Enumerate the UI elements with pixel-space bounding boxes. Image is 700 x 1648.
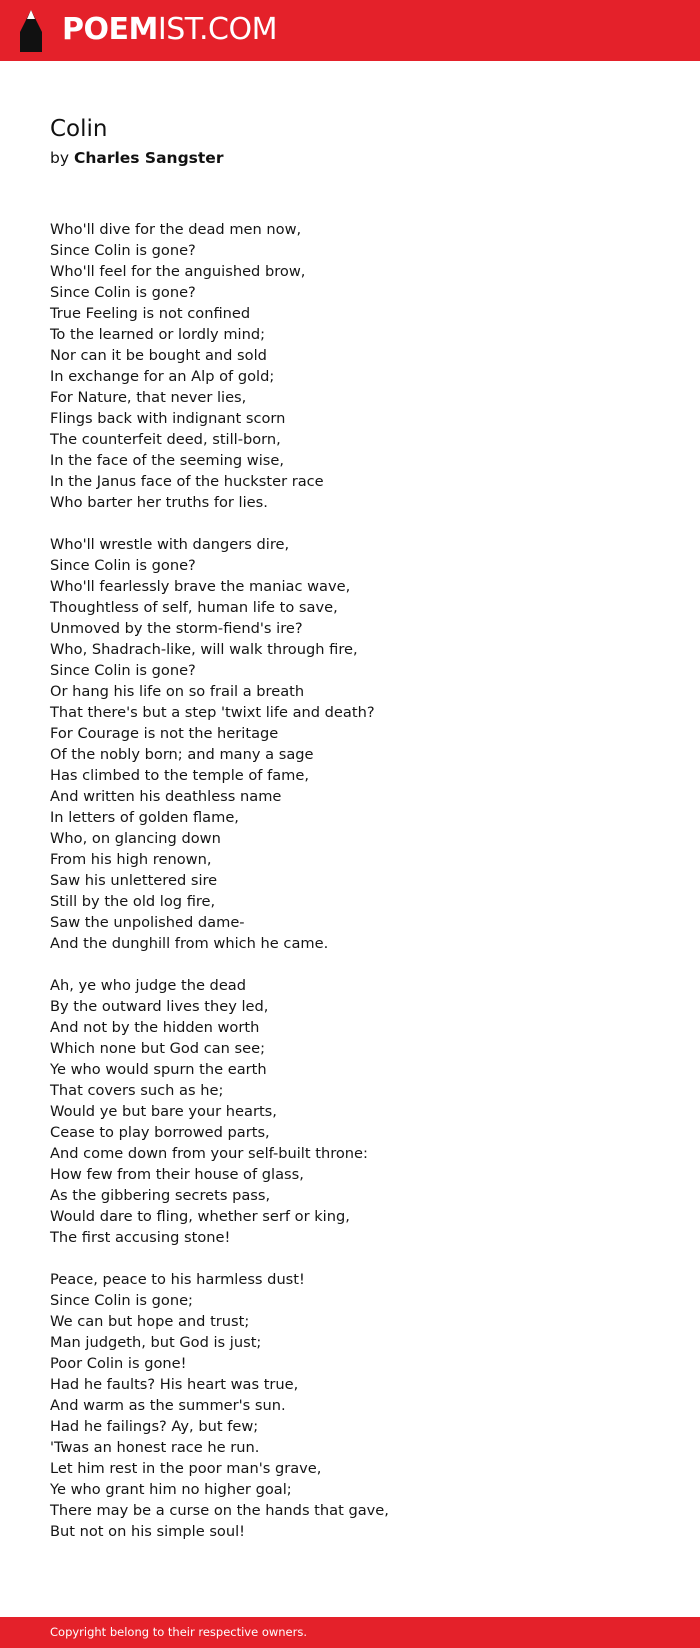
poem-line: That covers such as he; [50,1082,224,1099]
poem-line: Saw the unpolished dame- [50,914,245,931]
poem-line: Who'll wrestle with dangers dire, [50,536,290,553]
poem-line: Unmoved by the storm-fiend's ire? [50,620,303,637]
poem-line: Who'll dive for the dead men now, [50,221,302,238]
poem-line: For Nature, that never lies, [50,389,247,406]
poem-line: That there's but a step 'twixt life and death? [50,704,375,721]
poem-line: Had he faults? His heart was true, [50,1376,299,1393]
poem-line: Flings back with indignant scorn [50,410,286,427]
poem-line: Has climbed to the temple of fame, [50,767,310,784]
poem-line: Would dare to fling, whether serf or king, [50,1208,350,1225]
poem-line: And the dunghill from which he came. [50,935,329,952]
poem-line: In letters of golden flame, [50,809,239,826]
pencil-logo-icon[interactable] [18,10,44,52]
poem-line: Who'll fearlessly brave the maniac wave, [50,578,351,595]
site-footer [0,1617,700,1648]
poem-line: How few from their house of glass, [50,1166,304,1183]
poem-line: Nor can it be bought and sold [50,347,267,364]
byline-prefix: by [50,149,70,167]
poem-line: Who barter her truths for lies. [50,494,268,511]
site-logo-text[interactable] [62,9,277,51]
poem-line: Or hang his life on so frail a breath [50,683,305,700]
poem-line: Let him rest in the poor man's grave, [50,1460,322,1477]
poem-title: Colin [50,116,108,142]
poem-line: There may be a curse on the hands that gave, [50,1502,389,1519]
poem-line: In the face of the seeming wise, [50,452,284,469]
poem-line: And come down from your self-built throne: [50,1145,368,1162]
poem-line: The counterfeit deed, still-born, [50,431,281,448]
poem-line: Poor Colin is gone! [50,1355,187,1372]
poem-line: And warm as the summer's sun. [50,1397,286,1414]
poem-line: Ah, ye who judge the dead [50,977,247,994]
poem-line: By the outward lives they led, [50,998,269,1015]
poem-line: Saw his unlettered sire [50,872,218,889]
poem-line: As the gibbering secrets pass, [50,1187,271,1204]
poem-line: Still by the old log fire, [50,893,216,910]
poem-line: In exchange for an Alp of gold; [50,368,275,385]
poem-line: 'Twas an honest race he run. [50,1439,260,1456]
poem-line: True Feeling is not confined [50,305,251,322]
poem-line: Since Colin is gone? [50,557,196,574]
poem-line: Cease to play borrowed parts, [50,1124,270,1141]
poem-line: Since Colin is gone? [50,242,196,259]
poem-line: The first accusing stone! [50,1229,231,1246]
poem-line: Since Colin is gone? [50,662,196,679]
poem-line: Ye who would spurn the earth [50,1061,267,1078]
poem-line: We can but hope and trust; [50,1313,250,1330]
poem-stanza [50,1269,670,1542]
poem-line: From his high renown, [50,851,212,868]
poem-stanza [50,975,670,1248]
poem-author: Charles Sangster [73,149,224,167]
poem-stanza [50,219,670,513]
poem-body [50,219,670,1563]
site-header [0,0,700,61]
poem-line: And not by the hidden worth [50,1019,260,1036]
poem-line: Who, Shadrach-like, will walk through fire, [50,641,358,658]
poem-line: Would ye but bare your hearts, [50,1103,277,1120]
poem-line: For Courage is not the heritage [50,725,279,742]
poem-line: Which none but God can see; [50,1040,266,1057]
poem-line: Of the nobly born; and many a sage [50,746,314,763]
poem-line: Since Colin is gone? [50,284,196,301]
poem-line: Peace, peace to his harmless dust! [50,1271,305,1288]
poem-line: Who, on glancing down [50,830,221,847]
poem-stanza [50,534,670,954]
poem-line: Since Colin is gone; [50,1292,193,1309]
poem-line: Had he failings? Ay, but few; [50,1418,259,1435]
poem-line: Thoughtless of self, human life to save, [50,599,338,616]
poem-line: To the learned or lordly mind; [50,326,266,343]
poem-line: In the Janus face of the huckster race [50,473,324,490]
footer-copyright: Copyright belong to their respective owners. [50,1625,308,1639]
poem-line: Who'll feel for the anguished brow, [50,263,306,280]
poem-line: Man judgeth, but God is just; [50,1334,262,1351]
poem-line: But not on his simple soul! [50,1523,246,1540]
logo-text-bold: POEM [62,12,158,47]
poem-line: Ye who grant him no higher goal; [50,1481,292,1498]
poem-line: And written his deathless name [50,788,282,805]
logo-text-light: IST.COM [157,12,277,47]
poem-byline [50,147,223,169]
